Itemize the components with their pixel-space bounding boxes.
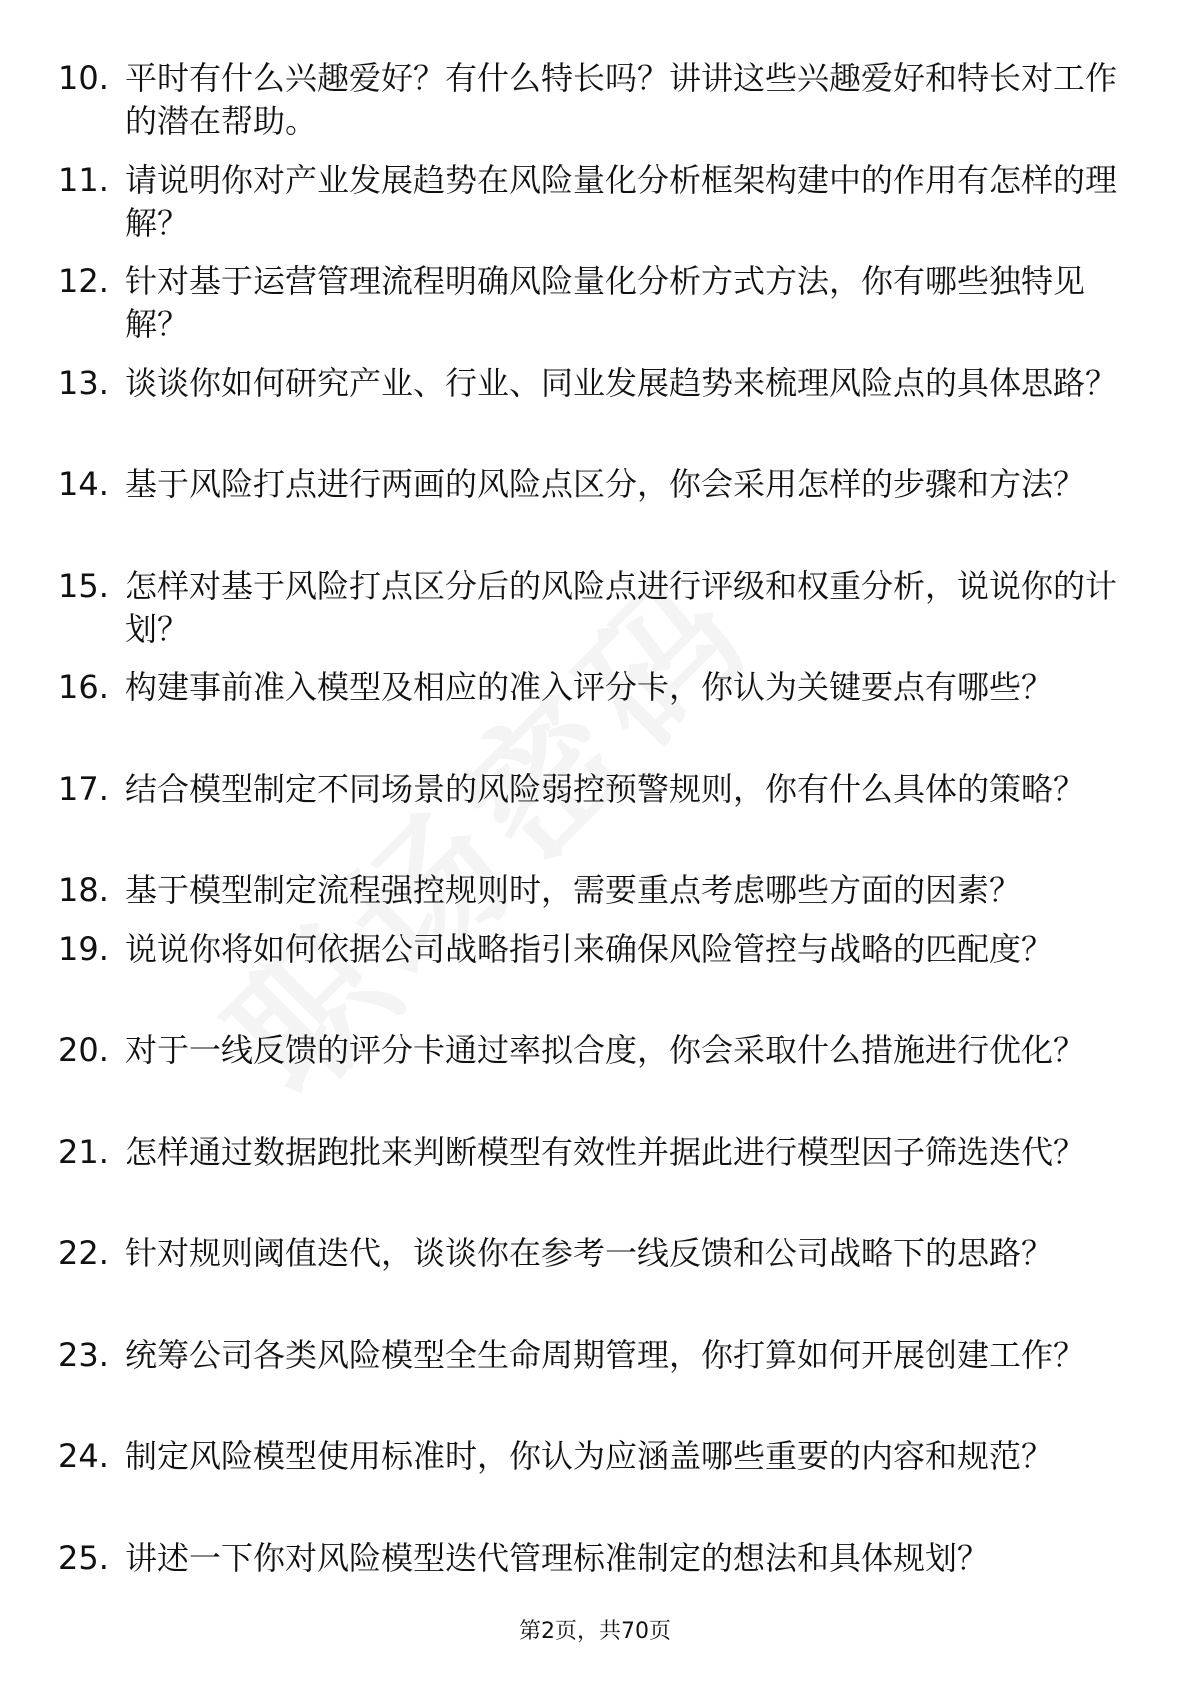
question-number: 10. [58,59,109,97]
question-text: 请说明你对产业发展趋势在风险量化分析框架构建中的作用有怎样的理解？ [125,160,1118,242]
question-item-16 [58,666,1118,752]
question-item-22 [58,1232,1118,1318]
page-number-label: 第2页，共70页 [519,1619,671,1644]
question-text: 基于风险打点进行两画的风险点区分，你会采用怎样的步骤和方法？ [125,465,1086,503]
question-number: 24. [58,1437,109,1475]
question-text: 统筹公司各类风险模型全生命周期管理，你打算如何开展创建工作？ [125,1335,1086,1374]
question-item-14 [58,463,1118,549]
question-number: 18. [58,871,109,909]
question-item-24 [58,1435,1118,1521]
question-item-11 [58,159,1118,245]
question-number: 13. [58,363,109,402]
question-item-23 [58,1334,1118,1420]
question-item-19 [58,928,1118,1014]
question-text: 结合模型制定不同场景的风险弱控预警规则，你有什么具体的策略？ [125,769,1086,808]
question-number: 11. [58,160,109,199]
question-text: 怎样通过数据跑批来判断模型有效性并据此进行模型因子筛选迭代？ [125,1132,1086,1171]
question-item-17 [58,768,1118,854]
question-item-21 [58,1131,1118,1217]
question-item-12 [58,260,1118,346]
question-list [58,57,1118,1595]
question-text: 谈谈你如何研究产业、行业、同业发展趋势来梳理风险点的具体思路？ [125,363,1118,402]
question-number: 15. [58,566,109,605]
question-text: 构建事前准入模型及相应的准入评分卡，你认为关键要点有哪些？ [125,668,1054,706]
question-item-13 [58,362,1118,448]
question-text: 怎样对基于风险打点区分后的风险点进行评级和权重分析，说说你的计划？ [125,566,1118,648]
question-text: 针对基于运营管理流程明确风险量化分析方式方法，你有哪些独特见解？ [125,262,1086,343]
question-number: 12. [58,262,109,300]
question-text: 基于模型制定流程强控规则时，需要重点考虑哪些方面的因素？ [125,871,1022,909]
question-number: 23. [58,1335,109,1374]
question-number: 17. [58,769,109,808]
question-number: 14. [58,465,109,503]
question-number: 20. [58,1031,109,1069]
question-item-20 [58,1029,1118,1115]
question-item-10 [58,57,1118,143]
question-number: 25. [58,1538,109,1577]
question-number: 22. [58,1234,109,1272]
question-number: 16. [58,668,109,706]
question-item-15 [58,565,1118,651]
question-number: 19. [58,929,109,968]
question-text: 对于一线反馈的评分卡通过率拟合度，你会采取什么措施进行优化？ [125,1031,1086,1069]
question-text: 说说你将如何依据公司战略指引来确保风险管控与战略的匹配度？ [125,929,1054,968]
question-item-18 [58,869,1118,912]
question-text: 针对规则阈值迭代，谈谈你在参考一线反馈和公司战略下的思路？ [125,1234,1054,1272]
question-text: 制定风险模型使用标准时，你认为应涵盖哪些重要的内容和规范？ [125,1437,1054,1475]
question-item-25 [58,1537,1118,1580]
question-text: 讲述一下你对风险模型迭代管理标准制定的想法和具体规划？ [125,1538,990,1577]
question-number: 21. [58,1132,109,1171]
question-text: 平时有什么兴趣爱好？有什么特长吗？讲讲这些兴趣爱好和特长对工作的潜在帮助。 [125,59,1118,140]
page-footer [0,1617,1190,1647]
